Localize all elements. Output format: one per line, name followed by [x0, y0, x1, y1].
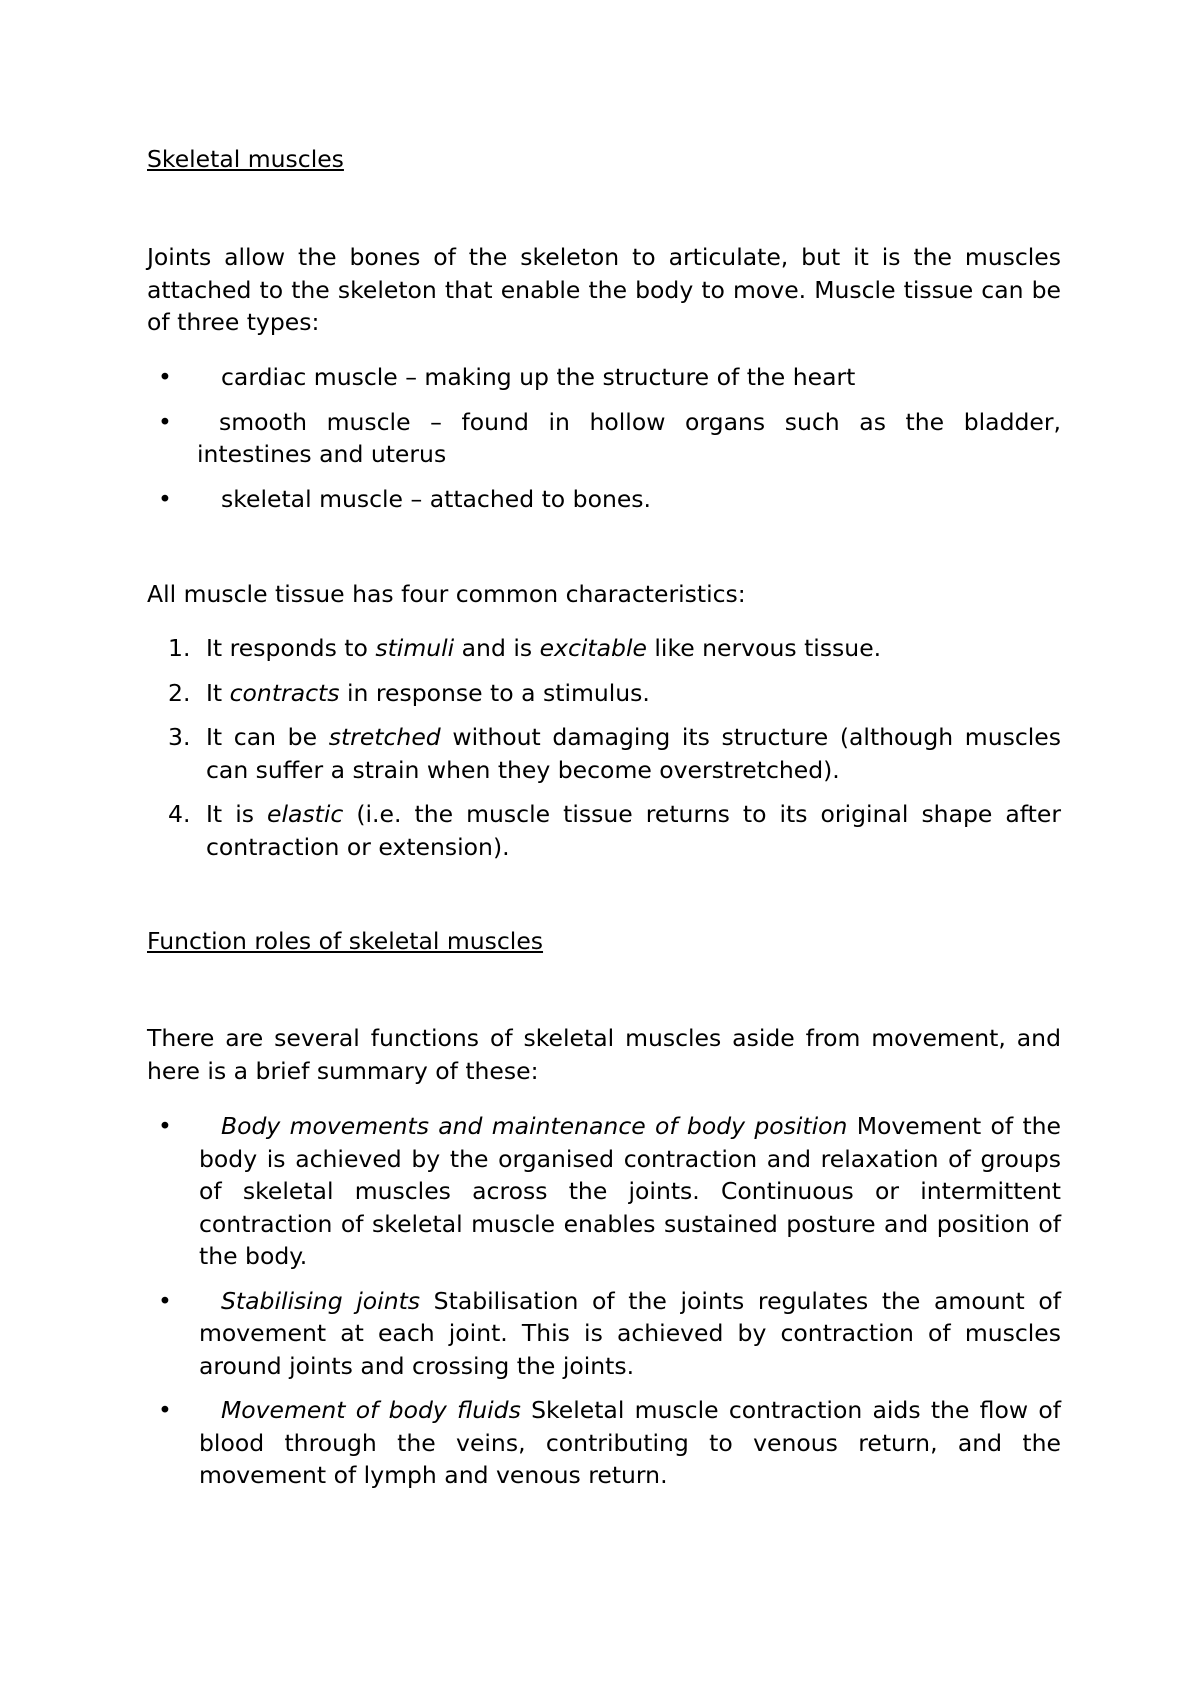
bullet-icon: •: [158, 1396, 172, 1424]
bullet-icon: •: [158, 484, 172, 513]
bullet-icon: •: [158, 363, 172, 391]
bullet-icon: •: [158, 1286, 172, 1315]
muscle-types-list: [147, 361, 1061, 515]
section1-heading: Skeletal muscles: [147, 145, 344, 173]
bullet-icon: •: [158, 1112, 172, 1140]
characteristic-item: 3. It can be stretched without damaging its structure (although muscles can suffer a strain when they become overstretched).: [168, 723, 1061, 784]
characteristic-item: 4. It is elastic (i.e. the muscle tissue returns to its original shape after contraction or extension).: [168, 800, 1061, 861]
function-item: • Stabilising joints Stabilisation of the joints regulates the amount of movement at each joint. This is achieved by contraction of muscles around joints and crossing the joints.: [158, 1286, 1061, 1380]
characteristic-item: 2. It contracts in response to a stimulus.: [168, 678, 650, 707]
functions-list: [147, 1110, 1061, 1492]
function-title: Stabilising joints: [221, 1286, 421, 1315]
characteristic-item: 1. It responds to stimuli and is excitable like nervous tissue.: [168, 634, 882, 662]
function-title: Movement of body fluids: [221, 1396, 521, 1424]
characteristics-list: [147, 632, 1061, 863]
function-item: • Movement of body fluids Skeletal muscle contraction aids the flow of blood through the veins, contributing to venous return, and the movement of lymph and venous return.: [158, 1396, 1061, 1489]
section2-heading: Function roles of skeletal muscles: [147, 927, 544, 955]
muscle-type-item: • skeletal muscle – attached to bones.: [147, 483, 1061, 516]
section1-intro-paragraph: Joints allow the bones of the skeleton to articulate, but it is the muscles attached to the skeleton that enable the body to move. Muscle tissue can be of three types:: [147, 243, 1061, 336]
muscle-type-item: • smooth muscle – found in hollow organs such as the bladder, intestines and uterus: [158, 407, 1061, 468]
characteristics-intro: All muscle tissue has four common characteristics:: [147, 580, 746, 608]
bullet-icon: •: [158, 407, 172, 436]
function-title: Body movements and maintenance of body position: [221, 1112, 848, 1140]
function-item: • Body movements and maintenance of body position Movement of the body is achieved by the organised contraction and relaxation of groups of skeletal muscles across the joints. Continuous or intermittent contraction of skeletal muscle enables sustained posture and position of the body.: [158, 1112, 1062, 1270]
section2-intro-paragraph: There are several functions of skeletal muscles aside from movement, and here is a brief summary of these:: [147, 1024, 1061, 1085]
muscle-type-item: • cardiac muscle – making up the structure of the heart: [147, 361, 1061, 394]
